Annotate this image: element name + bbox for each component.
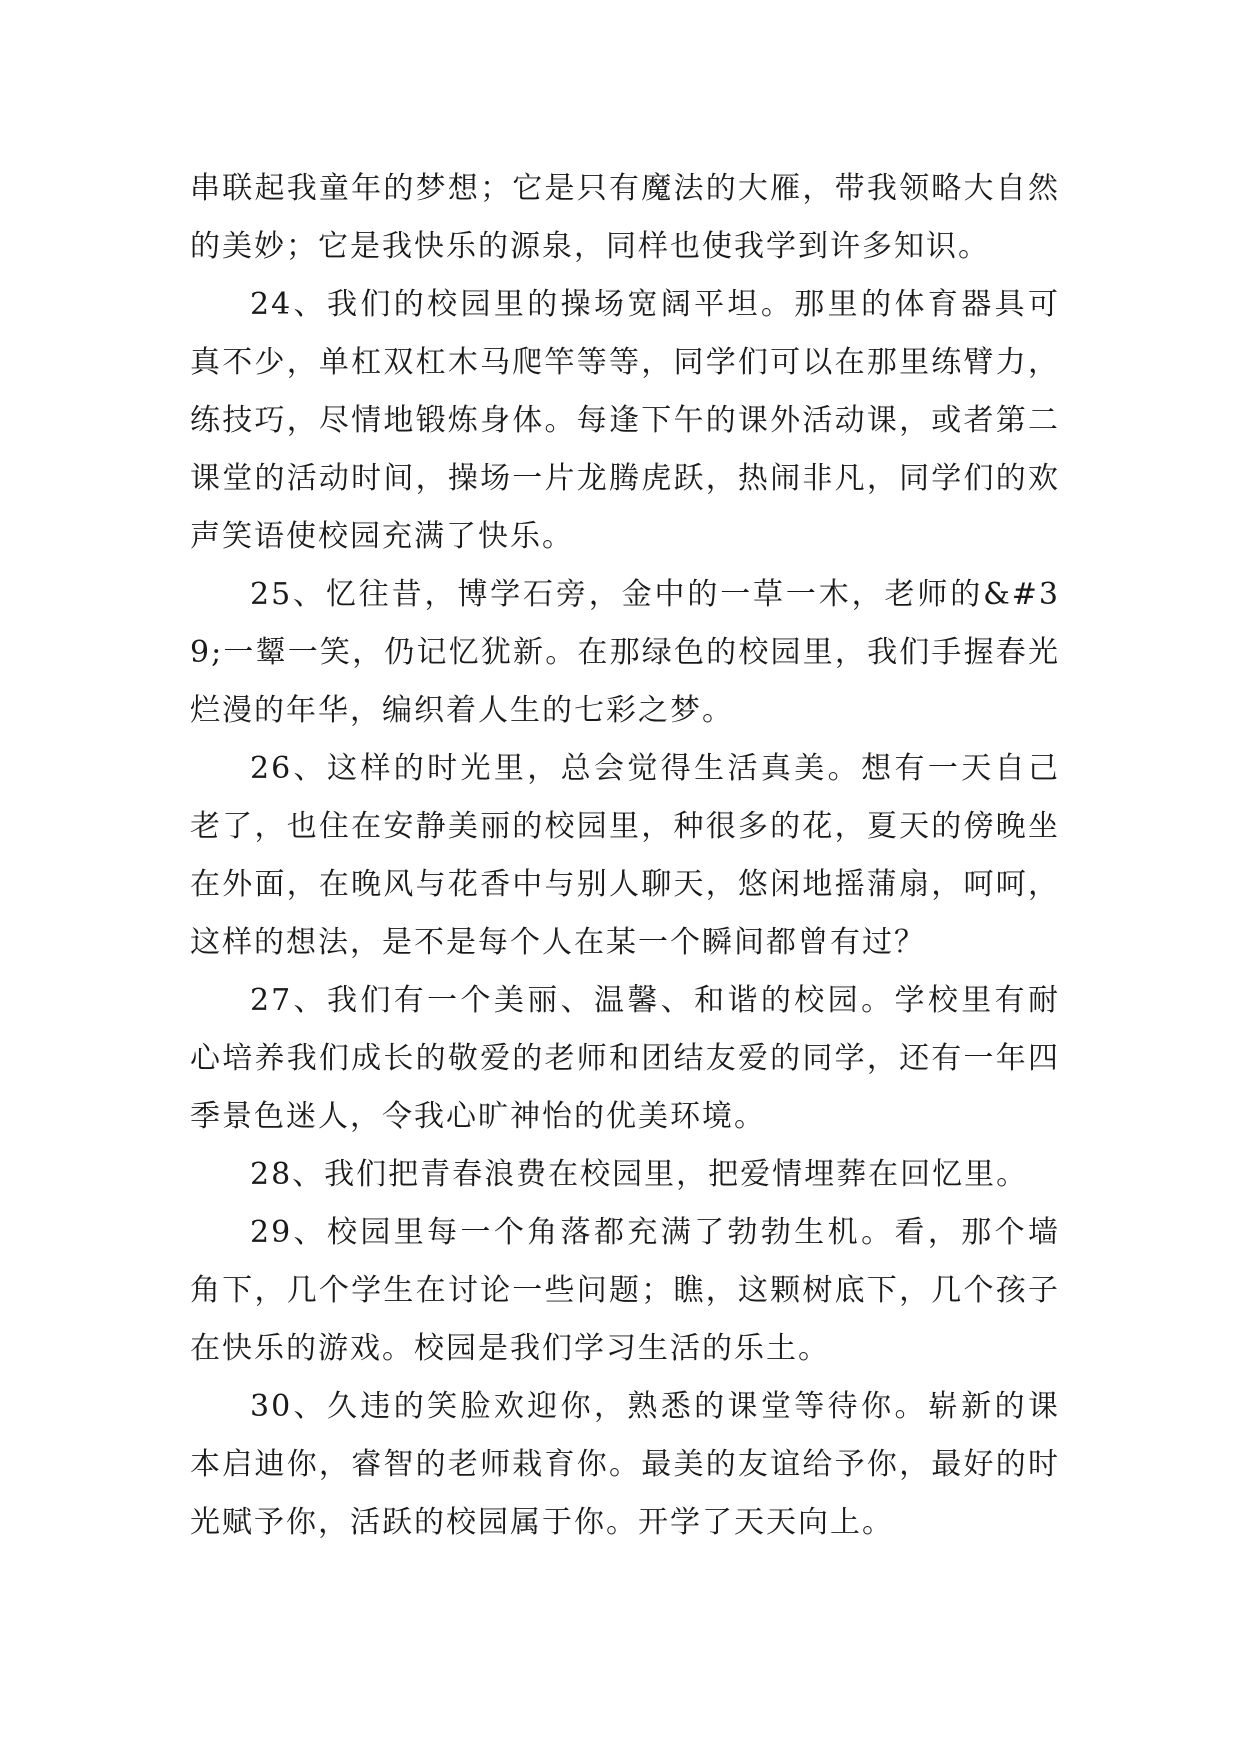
paragraph-27: 27、我们有一个美丽、温馨、和谐的校园。学校里有耐心培养我们成长的敬爱的老师和团结友爱的同学，还有一年四季景色迷人，令我心旷神怡的优美环境。 — [190, 983, 1060, 1134]
paragraph-28: 28、我们把青春浪费在校园里，把爱情埋葬在回忆里。 — [250, 1157, 1029, 1192]
paragraph-24: 24、我们的校园里的操场宽阔平坦。那里的体育器具可真不少，单杠双杠木马爬竿等等，同学们可以在那里练臂力，练技巧，尽情地锻炼身体。每逢下午的课外活动课，或者第二课堂的活动时间，操场一片龙腾虎跃，热闹非凡，同学们的欢声笑语使校园充满了快乐。 — [190, 287, 1060, 554]
paragraph-29: 29、校园里每一个角落都充满了勃勃生机。看，那个墙角下，几个学生在讨论一些问题；瞧，这颗树底下，几个孩子在快乐的游戏。校园是我们学习生活的乐土。 — [190, 1215, 1060, 1366]
paragraph-26: 26、这样的时光里，总会觉得生活真美。想有一天自己老了，也住在安静美丽的校园里，种很多的花，夏天的傍晚坐在外面，在晚风与花香中与别人聊天，悠闲地摇蒲扇，呵呵，这样的想法，是不是每个人在某一个瞬间都曾有过？ — [190, 751, 1060, 960]
paragraph-continued: 串联起我童年的梦想；它是只有魔法的大雁，带我领略大自然的美妙；它是我快乐的源泉，同样也使我学到许多知识。 — [190, 171, 1060, 264]
document-body — [190, 160, 1060, 1552]
paragraph-25: 25、忆往昔，博学石旁，金中的一草一木，老师的&#39;一颦一笑，仍记忆犹新。在那绿色的校园里，我们手握春光烂漫的年华，编织着人生的七彩之梦。 — [190, 577, 1060, 728]
paragraph-30: 30、久违的笑脸欢迎你，熟悉的课堂等待你。崭新的课本启迪你，睿智的老师栽育你。最美的友谊给予你，最好的时光赋予你，活跃的校园属于你。开学了天天向上。 — [190, 1389, 1060, 1540]
